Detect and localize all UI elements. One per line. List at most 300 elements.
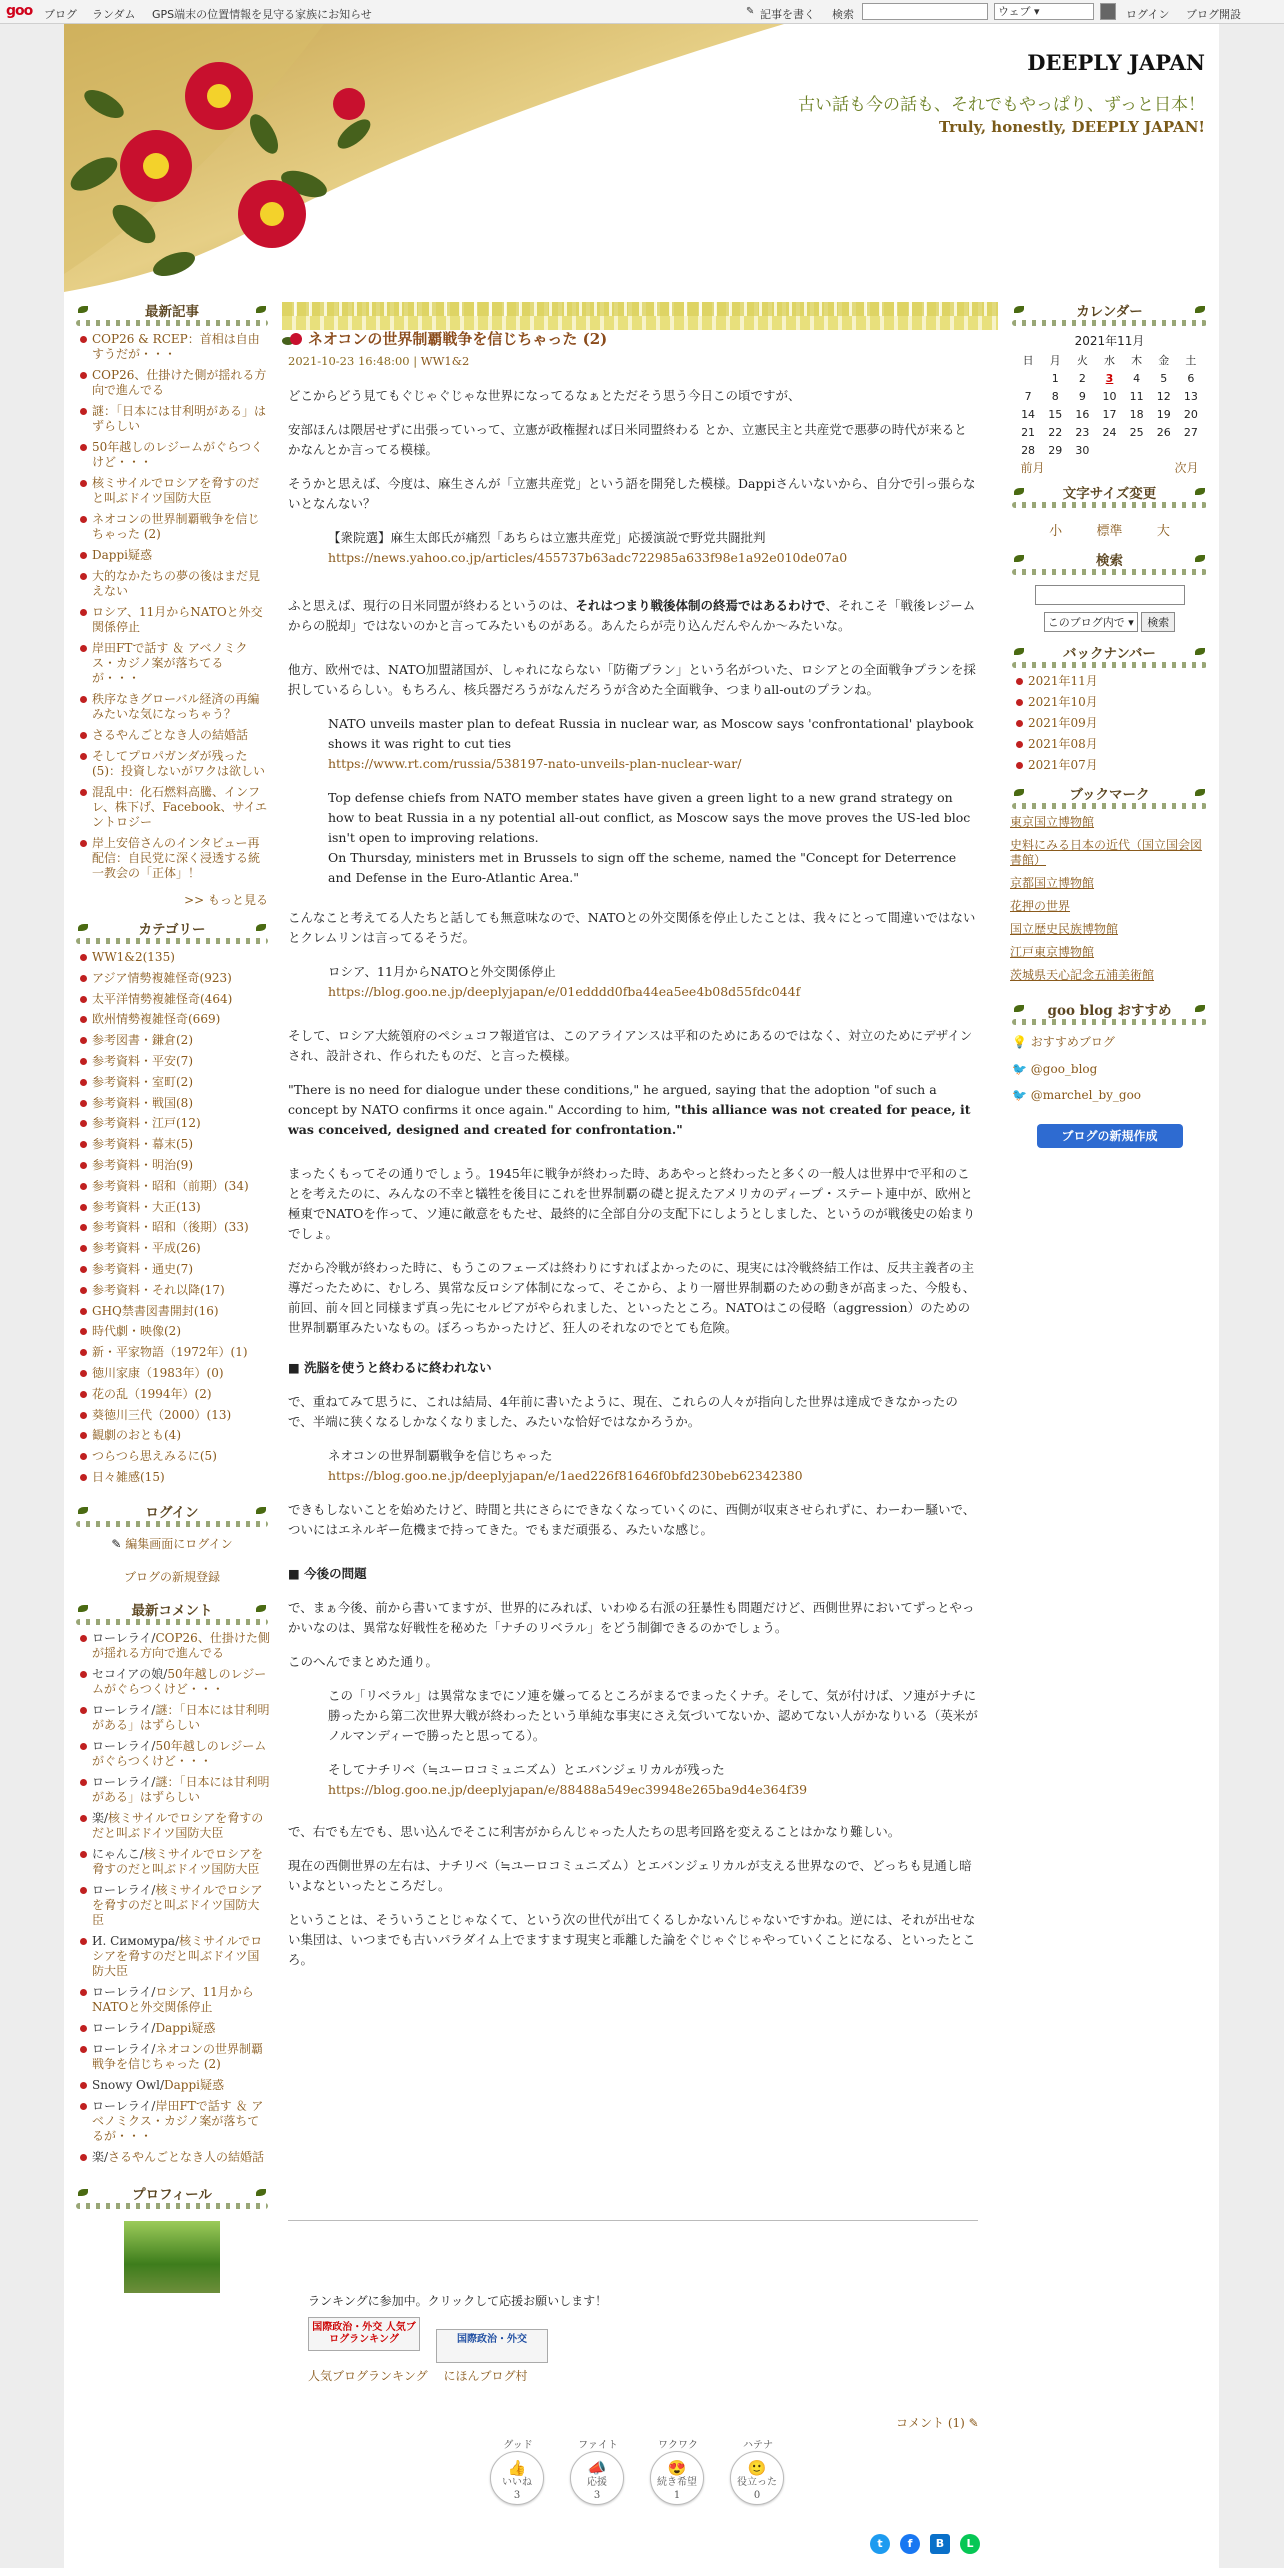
topbar-search-label: 検索: [832, 8, 854, 21]
category-link[interactable]: 参考資料・明治(9): [92, 1157, 193, 1172]
twitter-icon: 🐦: [1012, 1062, 1027, 1076]
recent-article-link[interactable]: 大的なかたちの夢の後はまだ見えない: [92, 569, 261, 598]
search-heading: 検索: [1008, 551, 1211, 577]
list-item[interactable]: [80, 1075, 270, 1090]
font-size-large[interactable]: 大: [1156, 524, 1170, 539]
calendar-week: [1015, 387, 1205, 405]
camellia-icon: [282, 332, 304, 346]
calendar-weekday: 日: [1022, 354, 1034, 367]
calendar-day: 11: [1129, 389, 1144, 403]
comment-article-link[interactable]: 謎：「日本には甘利明がある」はずらしい: [92, 1774, 270, 1804]
category-link[interactable]: つらつら思えみるに(5): [92, 1449, 217, 1464]
comment-link[interactable]: コメント (1) ✎: [896, 2416, 979, 2430]
twitter-goo-blog-link[interactable]: @goo_blog: [1030, 1062, 1098, 1076]
recent-article-link[interactable]: さるやんごとなき人の結婚話: [92, 728, 249, 742]
right-sidebar: [1008, 302, 1211, 1148]
recommend-blog-link[interactable]: おすすめブログ: [1030, 1035, 1115, 1049]
calendar-day: 29: [1048, 443, 1063, 457]
comment-article-link[interactable]: さるやんごとなき人の結婚話: [108, 2149, 265, 2164]
category-link[interactable]: 参考資料・昭和（前期）(34): [92, 1178, 249, 1193]
comment-article-link[interactable]: 核ミサイルでロシアを脅すのだと叫ぶドイツ国防大臣: [92, 1810, 264, 1840]
login-heading: ログイン: [72, 1503, 272, 1529]
comment-author: ローレライ/: [92, 1630, 156, 1645]
backnumber-link[interactable]: 2021年10月: [1028, 695, 1098, 709]
reaction-label: 役立った: [737, 2477, 777, 2488]
list-item[interactable]: [80, 692, 270, 722]
ranking-box: [308, 2292, 607, 2384]
calendar-day: [1123, 441, 1150, 459]
open-blog-link[interactable]: ブログ開設: [1186, 8, 1241, 21]
comment-author: ローレライ/: [92, 1738, 156, 1753]
recent-article-link[interactable]: 混乱中：化石燃料高騰、インフレ、株下げ、Facebook、サイエントロジー: [92, 785, 268, 829]
calendar-day: 4: [1133, 371, 1141, 385]
backnumber-link[interactable]: 2021年08月: [1028, 737, 1098, 751]
paragraph: 安部ほんは隈居せずに出張っていって、立憲が政権握れば日米同盟終わる とか、立憲民主と共産党で悪夢の時代が来るとかなんとか言ってる模様。: [288, 422, 967, 457]
bookmark-link[interactable]: 史料にみる日本の近代（国立国会図書館）: [1010, 838, 1203, 867]
pencil-icon: ✎: [968, 2416, 979, 2430]
recent-article-link[interactable]: 秩序なきグローバル経済の再編みたいな気になっちゃう？: [92, 692, 260, 721]
post-category-link[interactable]: WW1&2: [420, 354, 470, 368]
calendar-prev[interactable]: 前月: [1020, 461, 1045, 475]
facebook-share-icon[interactable]: f: [900, 2534, 920, 2554]
ranking-badge-1[interactable]: 国際政治・外交 人気ブログランキング: [308, 2317, 420, 2351]
recent-article-link[interactable]: ロシア、11月からNATOと外交関係停止: [92, 605, 263, 634]
paragraph: ふと思えば、現行の日米同盟が終わるというのは、それはつまり戦後体制の終焉ではあるわけで、それこそ「戦後レジームからの脱却」ではないのかと言ってみたいものがある。あんたらが売り込んだんやんか〜みたいな。: [288, 598, 976, 633]
bookmark-link[interactable]: 茨城県天心記念五浦美術館: [1010, 968, 1155, 982]
paragraph: で、まぁ今後、前から書いてますが、世界的にみれば、いわゆる右派の狂暴性も問題だけど、西側世界においてずっとやっかいなのは、異常な好戦性を秘めた「ナチのリベラル」をどう制御できるのかでしょう。: [288, 1600, 975, 1635]
list-item[interactable]: [80, 1179, 270, 1194]
list-item[interactable]: [80, 785, 270, 830]
calendar-week: [1015, 423, 1205, 441]
login-link[interactable]: ログイン: [1126, 8, 1170, 21]
calendar-day: 10: [1102, 389, 1117, 403]
calendar-day: 14: [1021, 407, 1036, 421]
list-item[interactable]: [1016, 758, 1209, 773]
quote-link[interactable]: https://www.rt.com/russia/538197-nato-unveils-plan-nuclear-war/: [328, 756, 742, 771]
list-item[interactable]: [80, 1096, 270, 1111]
list-item: [80, 1883, 270, 1928]
list-item[interactable]: [80, 950, 270, 965]
blog-search: [1008, 581, 1211, 644]
list-item[interactable]: [80, 1012, 270, 1027]
list-item[interactable]: [80, 476, 270, 506]
write-article-link[interactable]: 記事を書く: [760, 8, 815, 21]
pencil-icon: ✎: [111, 1536, 126, 1551]
comment-article-link[interactable]: 謎：「日本には甘利明がある」はずらしい: [92, 1702, 270, 1732]
reaction-circle[interactable]: [650, 2451, 704, 2505]
category-link[interactable]: 参考資料・平安(7): [92, 1053, 193, 1068]
calendar-header-row: [1015, 351, 1205, 369]
calendar-next[interactable]: 次月: [1174, 461, 1199, 475]
left-sidebar: [72, 302, 272, 2303]
category-link[interactable]: 観劇のおとも(4): [92, 1428, 181, 1443]
reaction-circle[interactable]: [570, 2451, 624, 2505]
category-link[interactable]: 太平洋情勢複雑怪奇(464): [92, 991, 233, 1006]
category-link[interactable]: 参考資料・昭和（後期）(33): [92, 1220, 249, 1235]
reaction-emoji-icon: 📣: [587, 2459, 607, 2477]
ranking-badge-2[interactable]: 国際政治・外交: [436, 2329, 548, 2363]
comment-author: ローレライ/: [92, 1882, 156, 1897]
quote-text: ロシア、11月からNATOと外交関係停止: [328, 964, 556, 979]
backnumber-link[interactable]: 2021年11月: [1028, 674, 1098, 688]
category-link[interactable]: 欧州情勢複雑怪奇(669): [92, 1012, 221, 1027]
list-item: [80, 1739, 270, 1769]
quote-text: ネオコンの世界制覇戦争を信じちゃった: [328, 1448, 553, 1463]
calendar-day[interactable]: 3: [1105, 371, 1114, 385]
quote-link[interactable]: https://blog.goo.ne.jp/deeplyjapan/e/1aed226f81646f0bfd230beb62342380: [328, 1468, 803, 1483]
list-item[interactable]: [80, 1054, 270, 1069]
list-item[interactable]: [80, 1116, 270, 1131]
quote-block: [288, 962, 978, 1002]
recent-articles-heading: 最新記事: [72, 302, 272, 328]
quote-link[interactable]: https://blog.goo.ne.jp/deeplyjapan/e/88488a549ec39948e265ba9d4e364f39: [328, 1782, 808, 1797]
calendar-day: 22: [1048, 425, 1063, 439]
reaction-count: 3: [593, 2490, 601, 2501]
calendar-day: 18: [1129, 407, 1144, 421]
bookmark-link[interactable]: 江戸東京博物館: [1010, 945, 1095, 959]
quote-block: [288, 528, 978, 568]
comment-article-link[interactable]: Dappi疑惑: [155, 2020, 216, 2035]
category-link[interactable]: 新・平家物語（1972年）(1): [92, 1345, 248, 1360]
profile-heading: プロフィール: [72, 2185, 272, 2211]
bookmark-heading: ブックマーク: [1008, 785, 1211, 811]
reaction-label: 続き希望: [657, 2477, 697, 2488]
reaction-top-label: ファイト: [578, 2440, 618, 2451]
calendar-weekday: 月: [1049, 354, 1061, 367]
calendar-day: 2: [1078, 371, 1086, 385]
calendar-day: 6: [1187, 371, 1195, 385]
calendar-grid: [1015, 351, 1205, 459]
paragraph: "There is no need for dialogue under these conditions," he argued, saying that the adoption "of such a concept by NATO confirms it once again." According to him, "this alliance was not created for peace, it was conceived, designed and created for confrontation.": [288, 1082, 971, 1137]
list-item[interactable]: [1016, 737, 1209, 752]
list-item[interactable]: [80, 1241, 270, 1256]
comment-article-link[interactable]: 50年越しのレジームがぐらつくけど・・・: [92, 1666, 267, 1696]
reaction-button[interactable]: [570, 2436, 626, 2505]
calendar-week: [1015, 405, 1205, 423]
reaction-emoji-icon: 👍: [507, 2459, 527, 2477]
blog-title[interactable]: DEEPLY JAPAN: [1027, 50, 1205, 75]
list-item[interactable]: [80, 1345, 270, 1360]
calendar-day: 7: [1024, 389, 1032, 403]
blog-search-button[interactable]: 検索: [1141, 612, 1175, 632]
recent-article-link[interactable]: COP26 & RCEP：首相は自由すうだが・・・: [92, 332, 260, 361]
comment-article-link[interactable]: COP26、仕掛けた側が揺れる方向で進んでる: [92, 1630, 270, 1660]
goo-logo[interactable]: goo: [6, 3, 33, 19]
list-item[interactable]: [80, 1283, 270, 1298]
search-icon[interactable]: [1100, 3, 1116, 20]
post-header-band: [282, 302, 998, 330]
category-link[interactable]: 花の乱（1994年）(2): [92, 1386, 212, 1401]
reaction-buttons: [490, 2436, 786, 2505]
list-item[interactable]: [80, 836, 270, 881]
recent-article-link[interactable]: そしてプロパガンダが残った(5)：投資しないがワクは欲しい: [92, 749, 265, 778]
calendar-day: 17: [1102, 407, 1117, 421]
quote-text: NATO unveils master plan to defeat Russia in nuclear war, as Moscow says 'confrontational' playbook shows it was right to cut ties: [328, 716, 974, 751]
list-item[interactable]: [80, 641, 270, 686]
page-container: [64, 24, 1219, 2568]
calendar-day: 28: [1021, 443, 1036, 457]
comment-author: ローレライ/: [92, 1984, 156, 1999]
reaction-count: 0: [753, 2490, 761, 2501]
blog-header: [64, 24, 1219, 292]
category-link[interactable]: 参考資料・幕末(5): [92, 1137, 193, 1152]
category-link[interactable]: 参考図書・鎌倉(2): [92, 1033, 193, 1048]
bookmark-link[interactable]: 花押の世界: [1010, 899, 1071, 913]
topbar-search-input[interactable]: [862, 3, 988, 20]
reaction-button[interactable]: [730, 2436, 786, 2505]
list-item[interactable]: [80, 512, 270, 542]
quote-link[interactable]: https://blog.goo.ne.jp/deeplyjapan/e/01edddd0fba44ea5ee4b08d55fdc044f: [328, 984, 801, 999]
font-size-standard[interactable]: 標準: [1096, 524, 1123, 539]
calendar: [1015, 332, 1205, 476]
comment-article-link[interactable]: 核ミサイルでロシアを脅すのだと叫ぶドイツ国防大臣: [92, 1846, 263, 1876]
blog-search-scope[interactable]: このブログ内で ▾: [1044, 612, 1138, 632]
topbar-search-scope[interactable]: ウェブ ▾: [994, 3, 1094, 20]
twitter-share-icon[interactable]: t: [870, 2534, 890, 2554]
list-item[interactable]: [80, 404, 270, 434]
quote-block: [288, 1446, 978, 1486]
list-item[interactable]: [80, 368, 270, 398]
list-item[interactable]: [1016, 695, 1209, 710]
category-link[interactable]: 葵徳川三代（2000）(13): [92, 1407, 232, 1422]
recent-article-link[interactable]: 謎：「日本には甘利明がある」はずらしい: [92, 404, 267, 433]
comment-author: ローレライ/: [92, 2098, 156, 2113]
paragraph: まったくもってその通りでしょう。1945年に戦争が終わった時、ああやっと終わったと多くの一般人は世界中で平和のことを考えたのに、みんなの不幸と犠牲を後目にこれを世界制覇の礎と捉えたアメリカのディープ・ステート連中が、欧州と極東でNATOを作って、ソ連に敵意をもたせ、最終的に全部自分の支配下にしようとしました、というのが戦後史の始まりでしょ。: [288, 1166, 976, 1241]
quote-block: [288, 1686, 978, 1800]
list-item[interactable]: [80, 1387, 270, 1402]
bulb-icon: 💡: [1012, 1035, 1027, 1049]
category-link[interactable]: WW1&2(135): [92, 950, 175, 964]
backnumber-link[interactable]: 2021年07月: [1028, 758, 1098, 772]
reaction-button[interactable]: [650, 2436, 706, 2505]
backnumber-list: [1008, 674, 1211, 785]
calendar-day: 13: [1183, 389, 1198, 403]
list-item[interactable]: [80, 1324, 270, 1339]
calendar-weekday: 木: [1131, 354, 1143, 367]
list-item[interactable]: [80, 440, 270, 470]
backnumber-link[interactable]: 2021年09月: [1028, 716, 1098, 730]
topbar-link-blog[interactable]: ブログ: [44, 8, 77, 21]
calendar-day: 1: [1051, 371, 1059, 385]
calendar-day: 19: [1156, 407, 1171, 421]
recent-article-link[interactable]: 岸田FTで話す ＆ アベノミクス・カジノ案が落ちてるが・・・: [92, 641, 248, 685]
category-link[interactable]: 参考資料・室町(2): [92, 1074, 193, 1089]
reaction-button[interactable]: [490, 2436, 546, 2505]
quote-text: 【衆院選】麻生太郎氏が痛烈「あちらは立憲共産党」応援演説で野党共闘批判: [328, 530, 766, 545]
list-item: [80, 1934, 270, 1979]
category-link[interactable]: 参考資料・戦国(8): [92, 1095, 193, 1110]
post-title[interactable]: ネオコンの世界制覇戦争を信じちゃった (2): [282, 328, 607, 349]
calendar-month: 2021年11月: [1074, 334, 1145, 348]
list-item[interactable]: [80, 1428, 270, 1443]
categories-heading: カテゴリー: [72, 920, 272, 946]
paragraph: 他方、欧州では、NATO加盟諸国が、しゃれにならない「防衛プラン」という名がついた、ロシアとの全面戦争プランを採択しているらしい。もちろん、核兵器だろうがなんだろうが含めた全面戦争、つまりall-outのプランね。: [288, 662, 976, 697]
category-link[interactable]: 参考資料・通史(7): [92, 1261, 193, 1276]
category-link[interactable]: 参考資料・平成(26): [92, 1241, 201, 1256]
quote-link[interactable]: https://news.yahoo.co.jp/articles/455737b63adc722985a633f98e1a92e010de07a0: [328, 550, 848, 565]
list-item[interactable]: [80, 569, 270, 599]
list-item[interactable]: [80, 1158, 270, 1173]
list-item[interactable]: [80, 1449, 270, 1464]
list-item[interactable]: [80, 1220, 270, 1235]
calendar-day: 20: [1183, 407, 1198, 421]
font-size-small[interactable]: 小: [1049, 524, 1063, 539]
category-link[interactable]: 徳川家康（1983年）(0): [92, 1365, 224, 1380]
list-item[interactable]: [80, 1262, 270, 1277]
comment-article-link[interactable]: Dappi疑惑: [164, 2077, 225, 2092]
calendar-day: 15: [1048, 407, 1063, 421]
list-item: [80, 2150, 270, 2165]
ranking-link-2[interactable]: にほんブログ村: [443, 2369, 528, 2383]
quote-block: [288, 714, 978, 888]
calendar-day: [1015, 369, 1042, 387]
list-item[interactable]: [80, 548, 270, 563]
comment-article-link[interactable]: 核ミサイルでロシアを脅すのだと叫ぶドイツ国防大臣: [92, 1933, 263, 1978]
category-link[interactable]: 参考資料・大正(13): [92, 1199, 201, 1214]
category-link[interactable]: 時代劇・映像(2): [92, 1324, 181, 1339]
calendar-day: [1096, 441, 1123, 459]
comment-article-link[interactable]: 50年越しのレジームがぐらつくけど・・・: [92, 1738, 267, 1768]
list-item: [80, 1811, 270, 1841]
more-articles-link[interactable]: >> もっと見る: [184, 893, 268, 907]
comment-article-link[interactable]: ネオコンの世界制覇戦争を信じちゃった (2): [92, 2041, 263, 2071]
recent-article-link[interactable]: 岸上安倍さんのインタビュー再配信：自民党に深く浸透する統一教会の「正体」！: [92, 836, 261, 880]
list-item: [80, 1985, 270, 2015]
category-link[interactable]: 参考資料・それ以降(17): [92, 1282, 225, 1297]
calendar-day: 26: [1156, 425, 1171, 439]
reaction-label: 応援: [587, 2477, 607, 2488]
comment-article-link[interactable]: ロシア、11月からNATOと外交関係停止: [92, 1984, 254, 2014]
list-item: [80, 1631, 270, 1661]
list-item: [80, 2099, 270, 2144]
list-item[interactable]: [80, 1137, 270, 1152]
calendar-day: 23: [1075, 425, 1090, 439]
recent-article-link[interactable]: Dappi疑惑: [92, 548, 152, 562]
calendar-heading: カレンダー: [1008, 302, 1211, 328]
category-link[interactable]: GHQ禁書図書開封(16): [92, 1303, 219, 1318]
list-item[interactable]: [80, 332, 270, 362]
reaction-emoji-icon: 😍: [667, 2459, 687, 2477]
list-item[interactable]: [80, 992, 270, 1007]
font-size-heading: 文字サイズ変更: [1008, 484, 1211, 510]
comment-author: にゃんこ/: [92, 1846, 144, 1861]
backnumber-heading: バックナンバー: [1008, 644, 1211, 670]
list-item: [80, 1667, 270, 1697]
comment-article-link[interactable]: 核ミサイルでロシアを脅すのだと叫ぶドイツ国防大臣: [92, 1882, 263, 1927]
list-item[interactable]: [80, 728, 270, 743]
new-blog-button[interactable]: ブログの新規作成: [1037, 1124, 1183, 1148]
list-item[interactable]: [80, 1470, 270, 1485]
list-item[interactable]: [80, 605, 270, 635]
recent-comments-list: [72, 1631, 272, 2177]
reaction-circle[interactable]: [730, 2451, 784, 2505]
recommend-heading: goo blog おすすめ: [1008, 1001, 1211, 1027]
bookmark-link[interactable]: 東京国立博物館: [1010, 815, 1095, 829]
calendar-weekday: 金: [1158, 354, 1170, 367]
twitter-marchel-link[interactable]: @marchel_by_goo: [1030, 1088, 1142, 1102]
blog-search-input[interactable]: [1035, 585, 1185, 605]
line-share-icon[interactable]: L: [960, 2534, 980, 2554]
recent-article-link[interactable]: COP26、仕掛けた側が揺れる方向で進んでる: [92, 368, 267, 397]
main-content: [282, 302, 998, 1967]
list-item[interactable]: [80, 1200, 270, 1215]
calendar-day: 25: [1129, 425, 1144, 439]
calendar-day: 24: [1102, 425, 1117, 439]
list-item[interactable]: [80, 1304, 270, 1319]
edit-login-link[interactable]: ✎ 編集画面にログイン: [111, 1536, 233, 1551]
blog-subtitle-en: Truly, honestly, DEEPLY JAPAN!: [939, 118, 1205, 136]
list-item[interactable]: [80, 971, 270, 986]
calendar-day: [1177, 441, 1204, 459]
list-item[interactable]: [1016, 716, 1209, 731]
category-link[interactable]: 参考資料・江戸(12): [92, 1116, 201, 1131]
comment-author: И. Симомура/: [92, 1933, 180, 1948]
quote-text: この「リベラル」は異常なまでにソ連を嫌ってるところがまるでまったくナチ。そして、気が付けば、ソ連がナチに勝ったから第二次世界大戦が終わったという単純な事実にさえ気づいてないか、認めてない人がかなりいる（英米がノルマンディーで勝ったと思ってる）。: [328, 1688, 978, 1743]
ranking-text: ランキングに参加中。クリックして応援お願いします！: [308, 2294, 608, 2308]
list-item: [80, 2021, 270, 2036]
reaction-circle[interactable]: [490, 2451, 544, 2505]
bookmark-link[interactable]: 国立歴史民族博物館: [1010, 922, 1119, 936]
post-date: 2021-10-23 16:48:00: [288, 354, 410, 368]
pencil-icon: ✎: [746, 6, 755, 17]
calendar-week: [1015, 441, 1205, 459]
comment-author: ローレライ/: [92, 1702, 156, 1717]
calendar-day: 30: [1075, 443, 1090, 457]
list-item[interactable]: [80, 1033, 270, 1048]
list-item: [80, 2078, 270, 2093]
bookmark-link[interactable]: 京都国立博物館: [1010, 876, 1095, 890]
recent-article-link[interactable]: 核ミサイルでロシアを脅すのだと叫ぶドイツ国防大臣: [92, 476, 260, 505]
recent-article-link[interactable]: ネオコンの世界制覇戦争を信じちゃった (2): [92, 512, 260, 541]
category-link[interactable]: アジア情勢複雑怪奇(923): [92, 970, 232, 985]
topbar-notice[interactable]: GPS端末の位置情報を見守る家族にお知らせ: [152, 8, 372, 21]
comment-author: ローレライ/: [92, 1774, 156, 1789]
calendar-day: [1150, 441, 1177, 459]
reaction-top-label: グッド: [503, 2440, 533, 2451]
list-item[interactable]: [80, 749, 270, 779]
new-blog-register-link[interactable]: ブログの新規登録: [123, 1569, 220, 1584]
calendar-week: [1015, 369, 1205, 387]
list-item[interactable]: [80, 1366, 270, 1381]
recent-comments-heading: 最新コメント: [72, 1601, 272, 1627]
quote-text: Top defense chiefs from NATO member states have given a green light to a new grand strategy on how to beat Russia in a ny potential all-out conflict, as Moscow says the move proves the US-led bloc isn't open to improving relations.: [328, 790, 971, 845]
recent-articles-list: [72, 332, 272, 893]
paragraph: できもしないことを始めたけど、時間と共にさらにできなくなっていくのに、西側が収束させられずに、わーわー騒いで、ついにはエネルギー危機まで持ってきた。でもまだ頑張る、みたいな感じ。: [288, 1502, 976, 1537]
profile-image[interactable]: [124, 2221, 220, 2293]
paragraph: ということは、そういうことじゃなくて、という次の世代が出てくるしかないんじゃないですかね。逆には、それが出せない集団は、いつまでも古いパラダイム上でますます現実と乖離した論をぐじゃぐじゃやっていくことになる、といったところ。: [288, 1912, 976, 1967]
list-item[interactable]: [1016, 674, 1209, 689]
list-item: [80, 2042, 270, 2072]
post-body: [288, 386, 978, 1984]
list-item: [80, 1775, 270, 1805]
quote-text: On Thursday, ministers met in Brussels to sign off the scheme, named the "Concept for Deterrence and Defense in the Euro-Atlantic Area.": [328, 850, 957, 885]
paragraph: そうかと思えば、今度は、麻生さんが「立憲共産党」という語を開発した模様。Dappiさんいないから、自分で引っ張らないとなんない？: [288, 476, 976, 511]
twitter-icon: 🐦: [1012, 1088, 1027, 1102]
comment-author: 楽/: [92, 1810, 109, 1825]
category-link[interactable]: 日々雑感(15): [92, 1469, 165, 1484]
calendar-day: 21: [1021, 425, 1036, 439]
recent-article-link[interactable]: 50年越しのレジームがぐらつくけど・・・: [92, 440, 263, 469]
list-item[interactable]: [80, 1408, 270, 1423]
topbar-link-random[interactable]: ランダム: [92, 8, 136, 21]
hatena-share-icon[interactable]: B: [930, 2534, 950, 2554]
comment-author: 楽/: [92, 2149, 109, 2164]
comment-article-link[interactable]: 岸田FTで話す ＆ アベノミクス・カジノ案が落ちてるが・・・: [92, 2098, 264, 2143]
paragraph: こんなこと考えてる人たちと話しても無意味なので、NATOとの外交関係を停止したことは、我々にとって間違いではないとクレムリンは言ってるそうだ。: [288, 910, 976, 945]
reaction-label: いいね: [502, 2477, 532, 2488]
calendar-day: 16: [1075, 407, 1090, 421]
ranking-link-1[interactable]: 人気ブログランキング: [308, 2369, 428, 2383]
